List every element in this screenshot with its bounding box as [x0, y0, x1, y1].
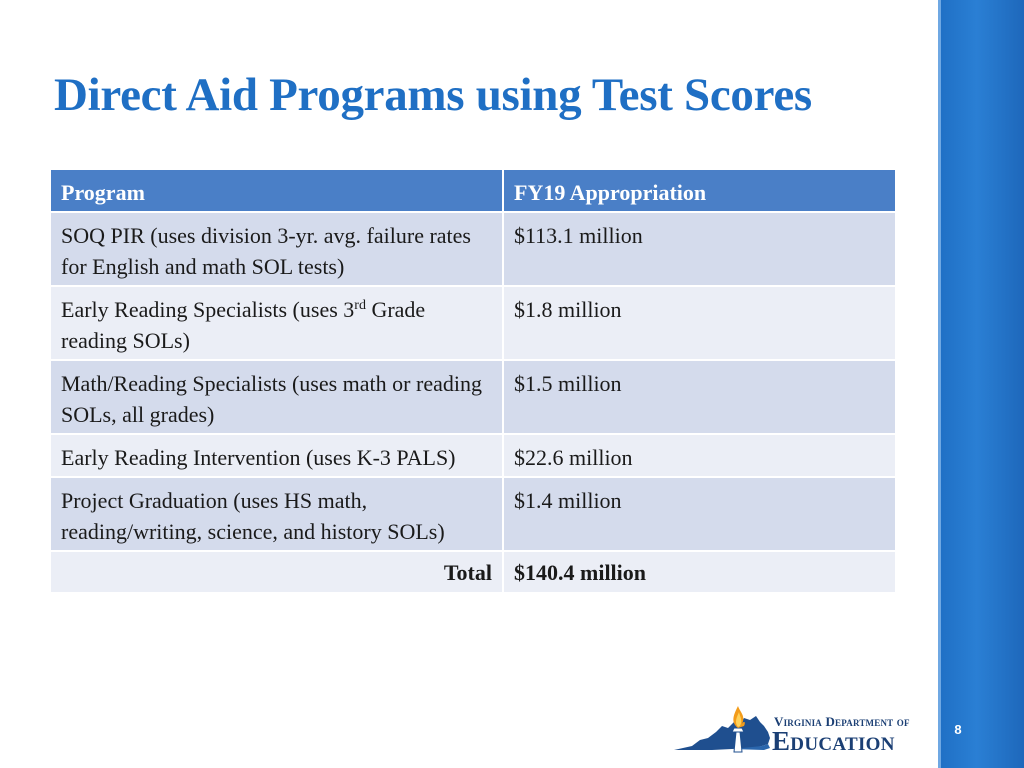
- side-accent-edge: [938, 0, 941, 768]
- appropriation-cell: $113.1 million: [503, 212, 896, 286]
- appropriation-cell: $22.6 million: [503, 434, 896, 477]
- logo-line2-text: Education: [772, 726, 895, 756]
- table-row: [51, 212, 896, 286]
- logo-education-text: [772, 726, 895, 757]
- slide-title: Direct Aid Programs using Test Scores: [54, 69, 812, 121]
- vdoe-logo: [672, 702, 930, 760]
- logo-line1-text: Virginia Department of: [774, 714, 910, 729]
- table-row: [51, 360, 896, 434]
- appropriation-cell: $1.8 million: [503, 286, 896, 360]
- header-program: Program: [51, 170, 503, 212]
- table-row: [51, 434, 896, 477]
- appropriation-cell: $1.5 million: [503, 360, 896, 434]
- total-row: [51, 551, 896, 593]
- program-cell: Early Reading Intervention (uses K-3 PALS): [51, 434, 503, 477]
- table-header-row: [51, 170, 896, 212]
- program-cell: Math/Reading Specialists (uses math or reading SOLs, all grades): [51, 360, 503, 434]
- table-row: [51, 477, 896, 551]
- virginia-state-torch-icon: [672, 702, 772, 754]
- program-cell: Project Graduation (uses HS math, reading/writing, science, and history SOLs): [51, 477, 503, 551]
- page-number: 8: [954, 722, 962, 737]
- ordinal-suffix: rd: [354, 298, 366, 313]
- header-appropriation: FY19 Appropriation: [503, 170, 896, 212]
- table-row: [51, 286, 896, 360]
- program-text: Grade reading SOLs): [61, 297, 426, 353]
- appropriation-cell: $1.4 million: [503, 477, 896, 551]
- direct-aid-table: [51, 170, 897, 594]
- total-label: Total: [51, 551, 503, 593]
- total-value: $140.4 million: [503, 551, 896, 593]
- program-cell: [51, 286, 503, 360]
- program-text: Early Reading Specialists (uses 3: [61, 297, 355, 322]
- side-accent-bar: [938, 0, 1024, 768]
- program-cell: SOQ PIR (uses division 3-yr. avg. failure rates for English and math SOL tests): [51, 212, 503, 286]
